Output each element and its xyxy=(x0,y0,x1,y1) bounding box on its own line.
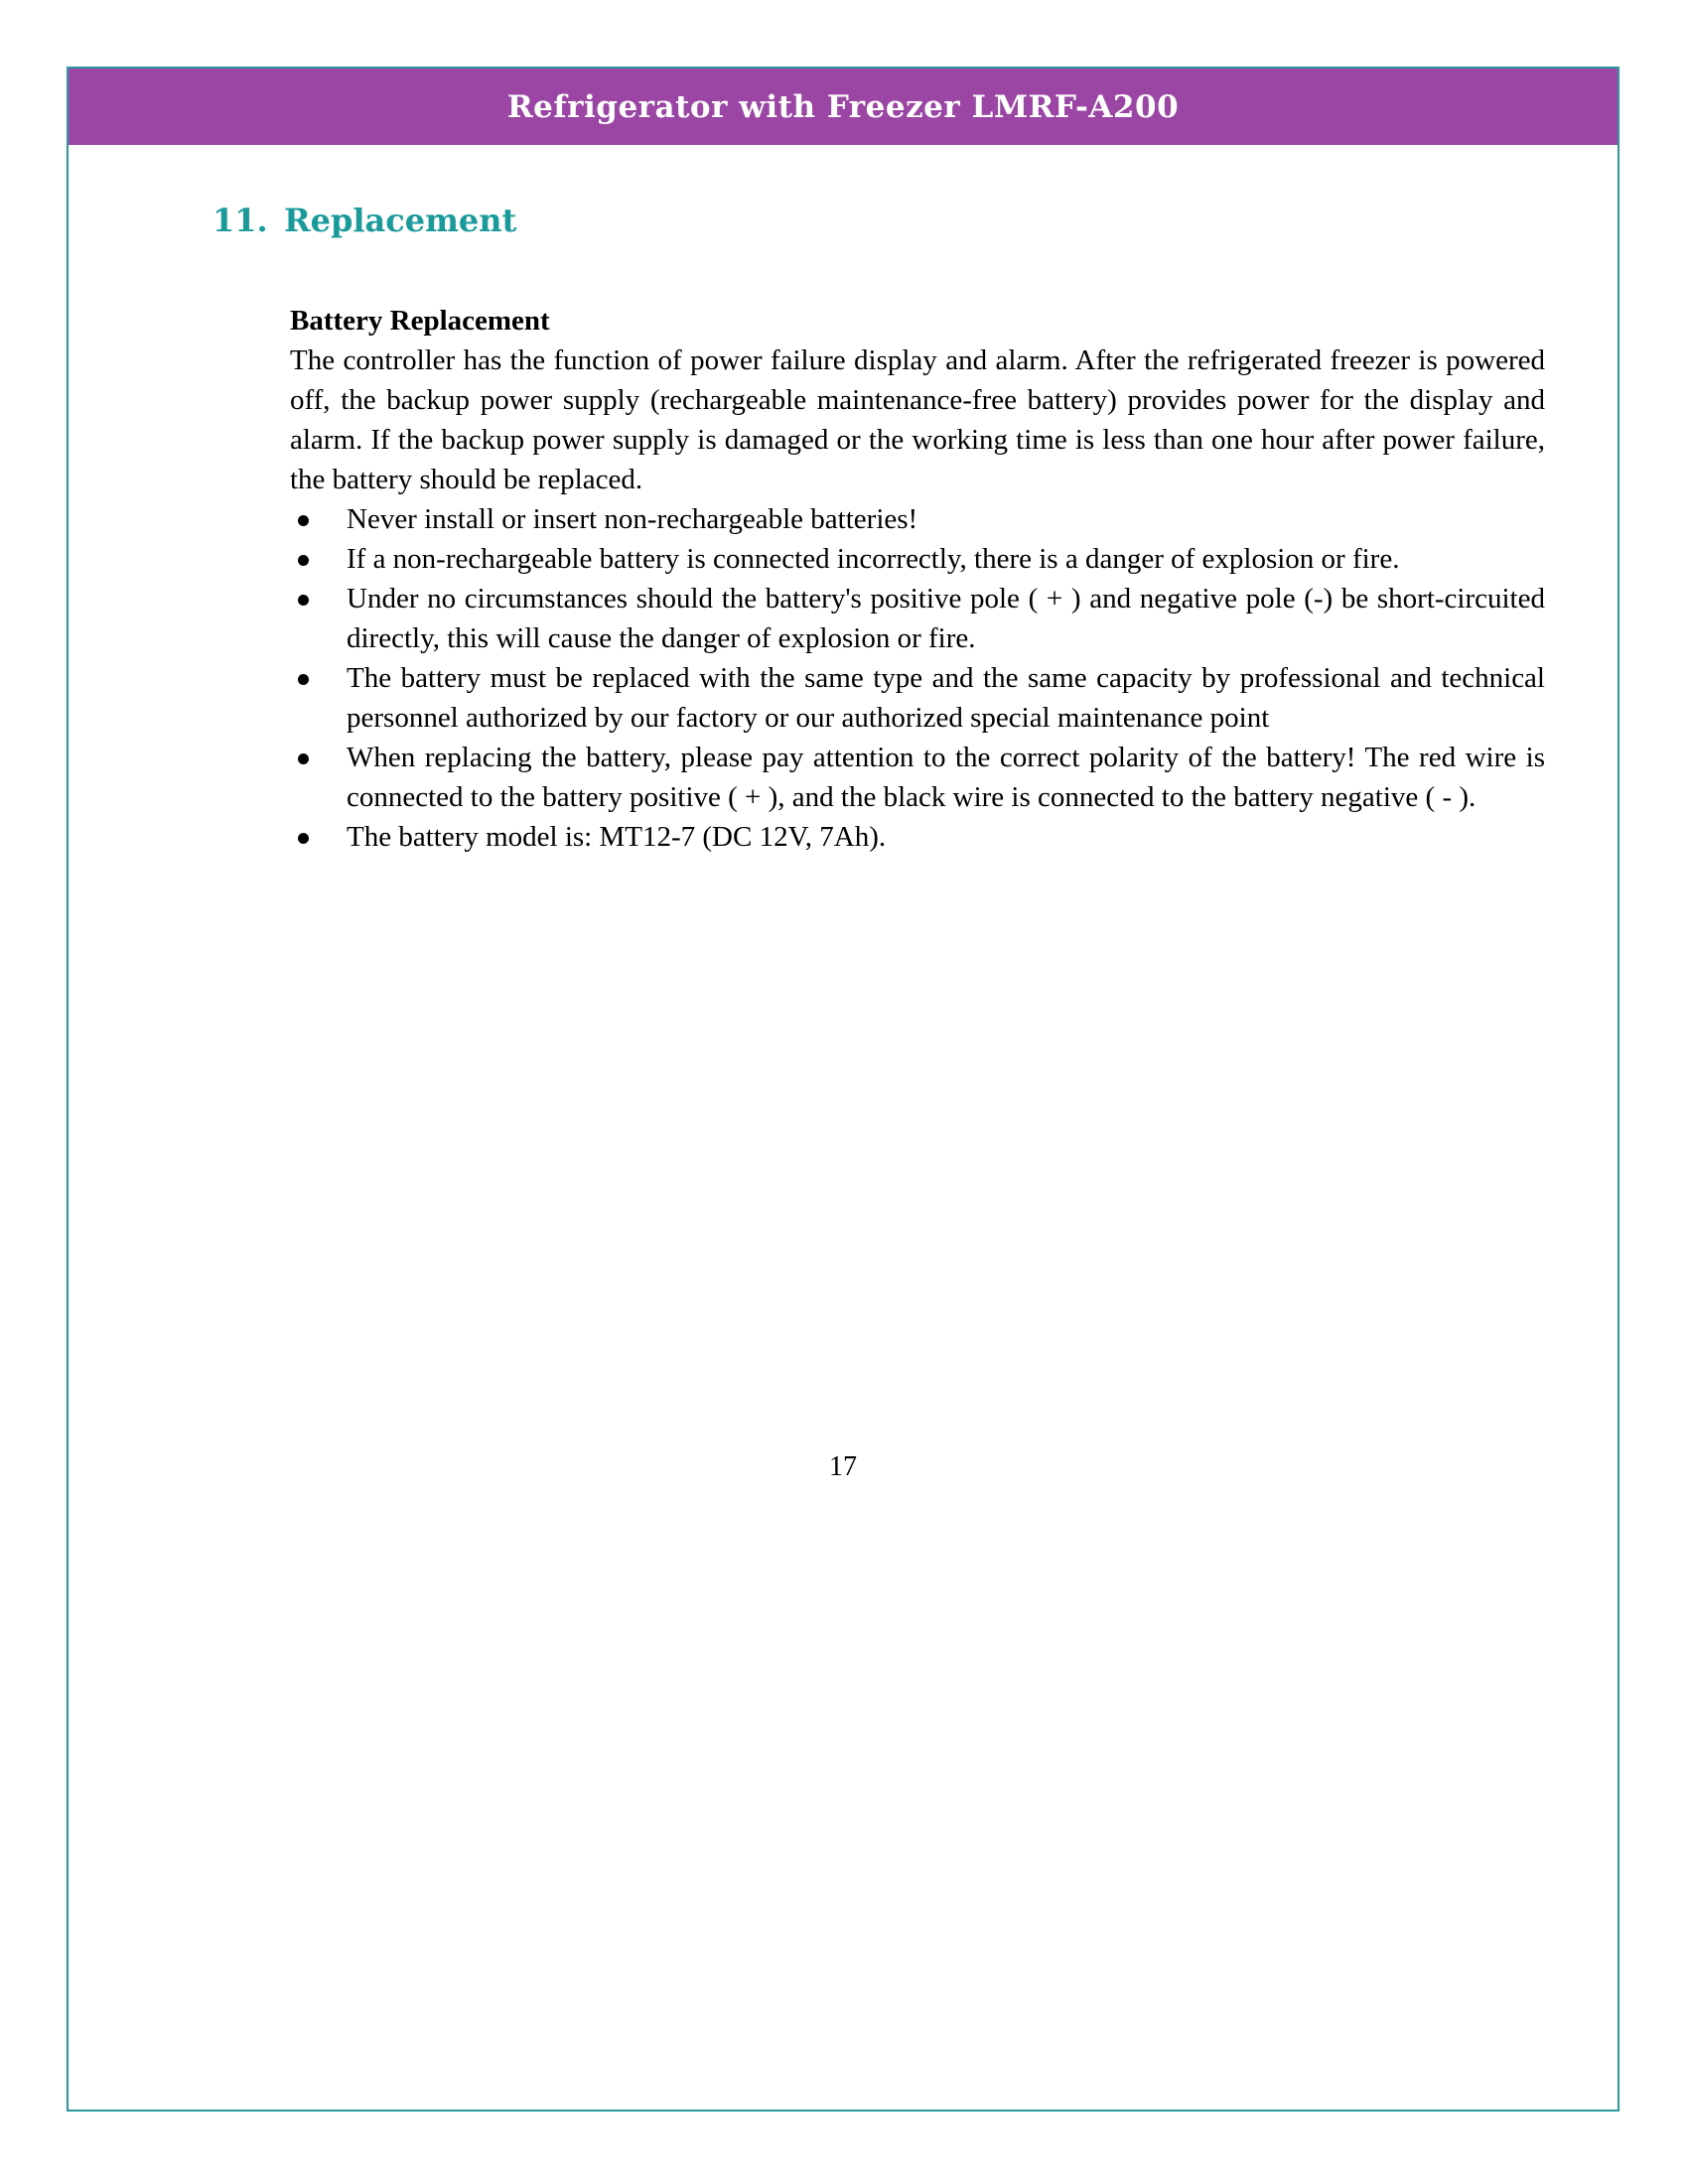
list-item-text: The battery model is: MT12-7 (DC 12V, 7Ah). xyxy=(347,821,887,853)
list-item-text: Never install or insert non-rechargeable batteries! xyxy=(347,503,918,535)
bullet-icon xyxy=(298,595,309,606)
bullet-icon xyxy=(298,674,309,685)
section-number: 11. xyxy=(212,202,268,239)
bullet-icon xyxy=(298,753,309,764)
page-frame xyxy=(67,67,1619,2112)
list-item-text: Under no circumstances should the battery's positive pole ( + ) and negative pole (-) be short-circuited directly, this will cause the danger of explosion or fire. xyxy=(347,583,1545,654)
subsection-heading: Battery Replacement xyxy=(290,305,550,337)
list-item xyxy=(290,499,1545,539)
bullet-icon xyxy=(298,555,309,566)
section-title: Replacement xyxy=(284,202,517,239)
warning-list xyxy=(290,499,1545,857)
list-item-text: The battery must be replaced with the same type and the same capacity by professional and technical personnel authorized by our factory or our authorized special maintenance point xyxy=(347,662,1545,734)
list-item-text: If a non-rechargeable battery is connected incorrectly, there is a danger of explosion or fire. xyxy=(347,543,1400,575)
section-heading xyxy=(212,202,516,239)
page-number: 17 xyxy=(829,1451,857,1482)
battery-replacement-section xyxy=(290,301,1545,857)
intro-paragraph: The controller has the function of power failure display and alarm. After the refrigerated freezer is powered off, the backup power supply (rechargeable maintenance-free battery) provides power for the display and alarm. If the backup power supply is damaged or the working time is less than one hour after power failure, the battery should be replaced. xyxy=(290,344,1545,495)
list-item xyxy=(290,658,1545,738)
list-item xyxy=(290,738,1545,817)
bullet-icon xyxy=(298,833,309,844)
bullet-icon xyxy=(298,515,309,526)
header-bar xyxy=(69,68,1618,145)
list-item xyxy=(290,539,1545,579)
list-item-text: When replacing the battery, please pay attention to the correct polarity of the battery! The red wire is connected to the battery positive ( + ), and the black wire is connected to the battery negative ( - ). xyxy=(347,742,1545,813)
list-item xyxy=(290,579,1545,658)
document-title: Refrigerator with Freezer LMRF-A200 xyxy=(506,88,1180,125)
list-item xyxy=(290,817,1545,857)
